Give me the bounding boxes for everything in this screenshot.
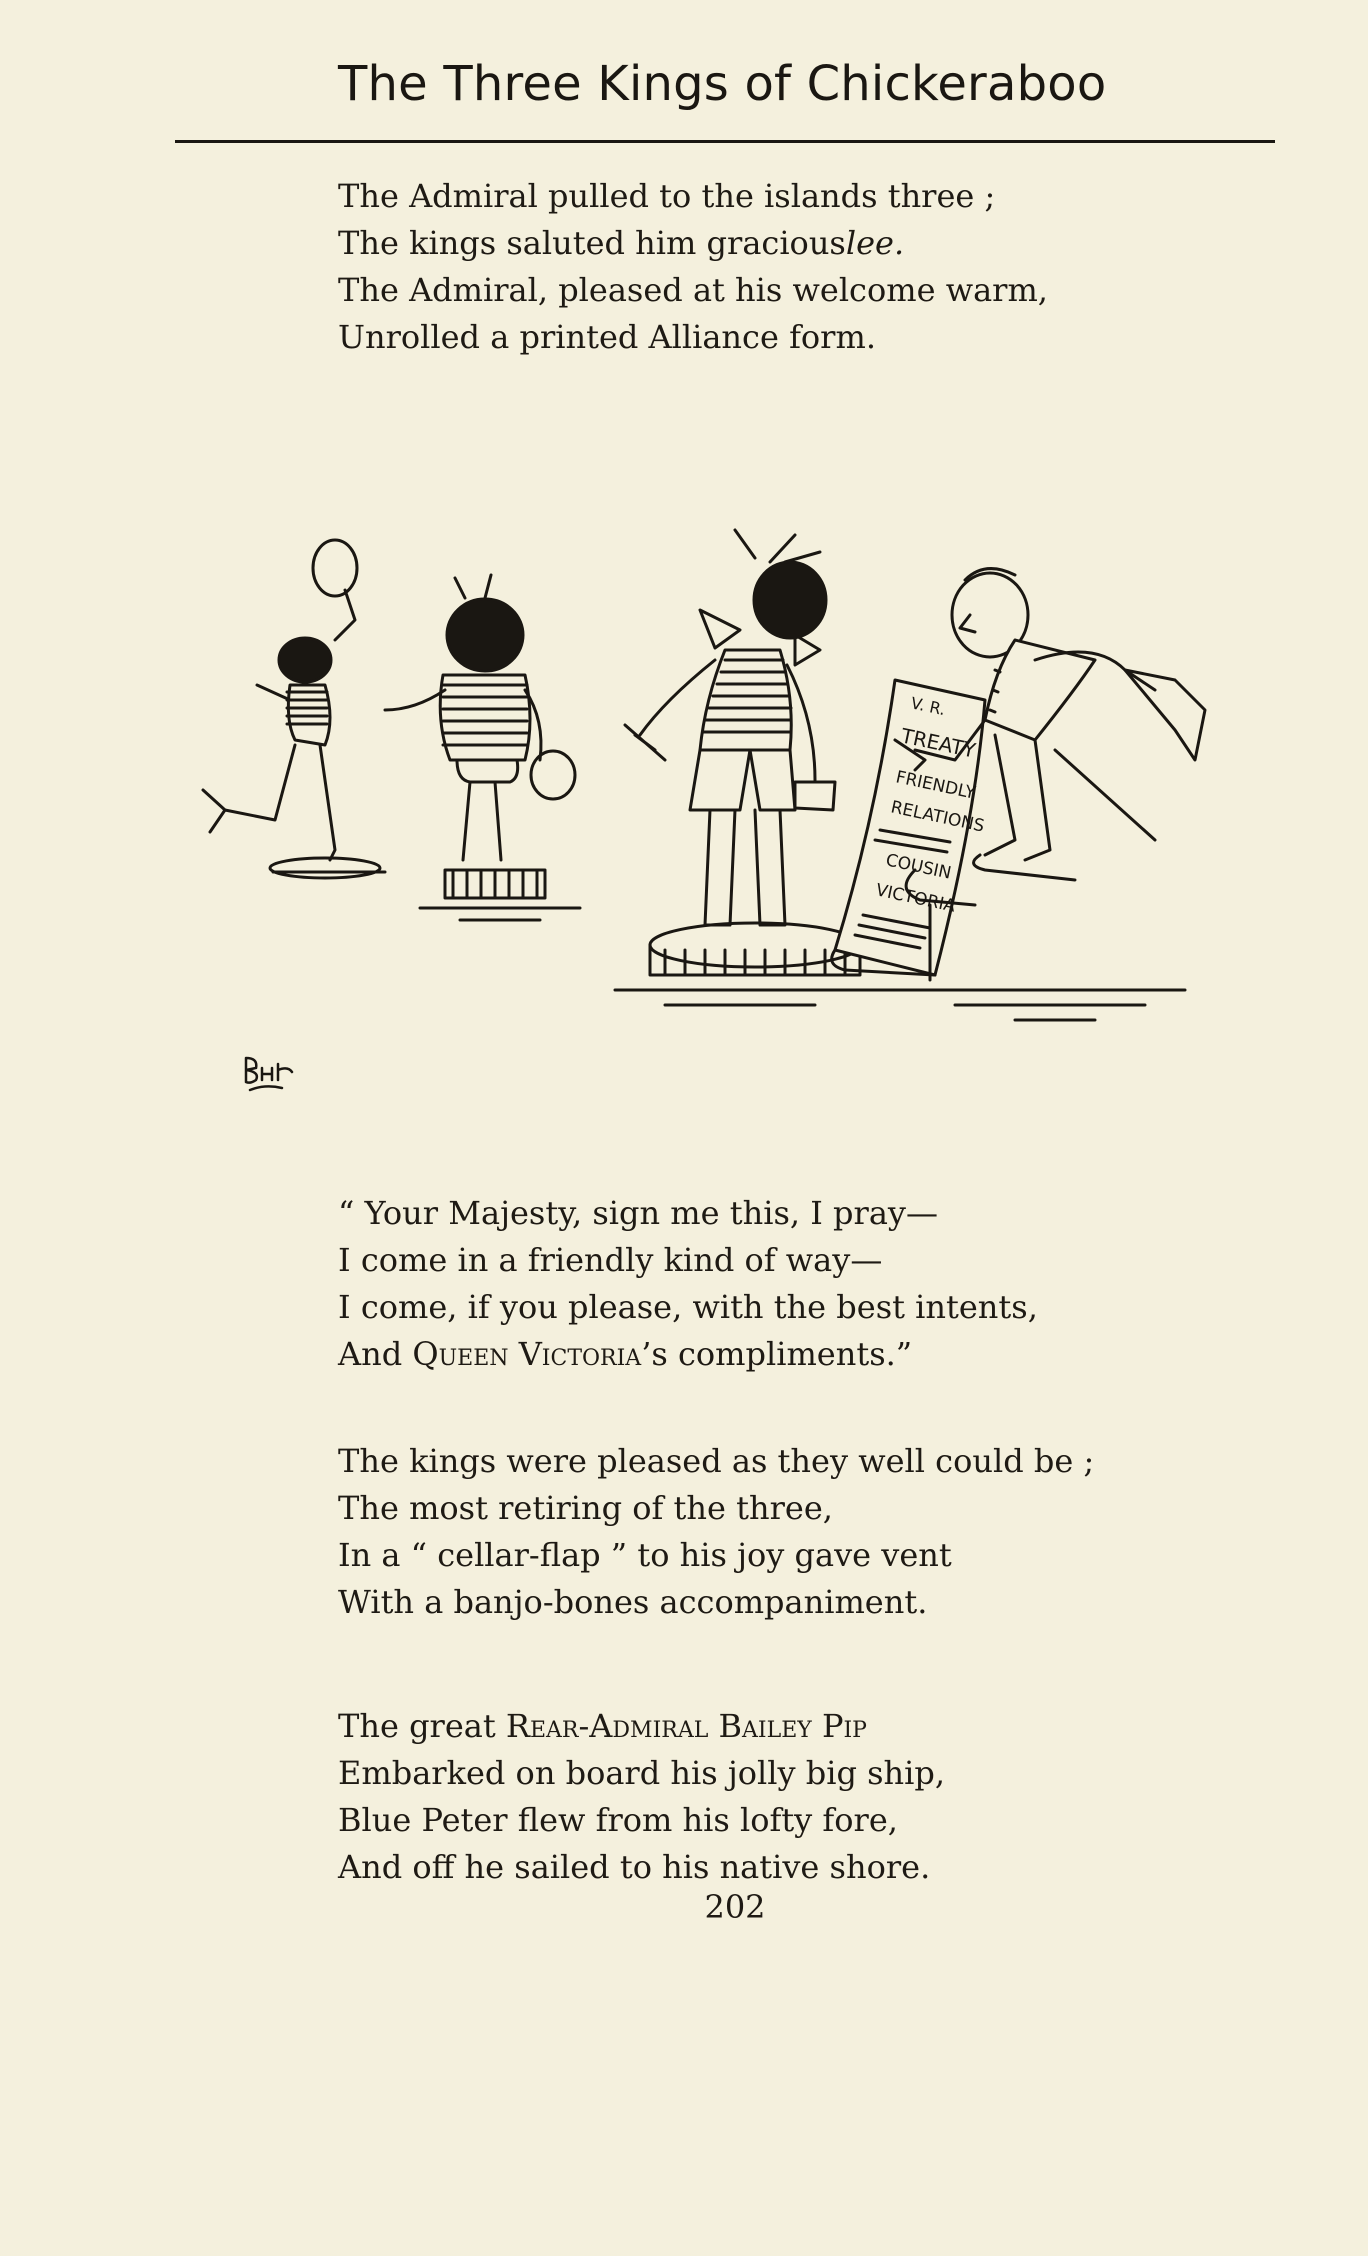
running-title: The Three Kings of Chickeraboo xyxy=(338,56,1107,112)
header-rule xyxy=(175,140,1275,143)
scroll-line-2: TREATY xyxy=(898,723,978,763)
treaty-scroll xyxy=(832,680,986,975)
stanza-4-line-1-prefix: The great xyxy=(338,1707,506,1745)
king-shy-figure xyxy=(385,575,580,920)
stanza-1-line-2 xyxy=(338,220,1048,267)
stanza-3 xyxy=(338,1438,1094,1626)
stanza-1-line-4: Unrolled a printed Alliance form. xyxy=(338,318,876,356)
stanza-1-line-1: The Admiral pulled to the islands three ; xyxy=(338,177,996,215)
stanza-4-line-3: Blue Peter flew from his lofty fore, xyxy=(338,1801,898,1839)
stanza-2-line-4-suffix: ’s compliments.” xyxy=(641,1335,913,1373)
stanza-3-line-1: The kings were pleased as they well could be ; xyxy=(338,1442,1095,1480)
stanza-1-line-2-text: The kings saluted him gracious xyxy=(338,224,846,262)
king-dancing-figure xyxy=(203,540,385,878)
rear-admiral-name: Rear-Admiral Bailey Pip xyxy=(505,1707,867,1745)
scroll-line-6: VICTORIA xyxy=(873,880,958,917)
stanza-1-line-3: The Admiral, pleased at his welcome warm, xyxy=(338,271,1048,309)
page-header xyxy=(175,56,1275,146)
stanza-2-line-1: “ Your Majesty, sign me this, I pray— xyxy=(338,1194,938,1232)
queen-victoria-name: Queen Victoria xyxy=(412,1335,642,1373)
page-number: 202 xyxy=(704,1888,766,1926)
stanza-2-line-4 xyxy=(338,1331,1038,1378)
stanza-4-line-4: And off he sailed to his native shore. xyxy=(338,1848,931,1886)
stanza-2 xyxy=(338,1190,1038,1378)
stanza-2-line-4-prefix: And xyxy=(338,1335,413,1373)
stanza-3-line-3: In a “ cellar-flap ” to his joy gave vent xyxy=(338,1536,952,1574)
illustration-three-kings-and-admiral xyxy=(195,520,1255,1040)
scroll-line-1: V. R. xyxy=(909,693,948,720)
stanza-2-line-3: I come, if you please, with the best intents, xyxy=(338,1288,1038,1326)
scroll-line-5: COUSIN xyxy=(883,850,953,884)
stanza-4 xyxy=(338,1703,945,1891)
stanza-4-line-2: Embarked on board his jolly big ship, xyxy=(338,1754,946,1792)
stanza-1 xyxy=(338,173,1048,361)
scroll-line-3: FRIENDLY xyxy=(893,767,978,804)
stanza-3-line-2: The most retiring of the three, xyxy=(338,1489,833,1527)
stanza-3-line-4: With a banjo-bones accompaniment. xyxy=(338,1583,928,1621)
artist-monogram xyxy=(240,1050,300,1100)
stanza-1-line-2-italic: lee. xyxy=(845,224,905,262)
stanza-4-line-1 xyxy=(338,1703,945,1750)
scroll-line-4: RELATIONS xyxy=(888,797,987,837)
stanza-2-line-2: I come in a friendly kind of way— xyxy=(338,1241,883,1279)
